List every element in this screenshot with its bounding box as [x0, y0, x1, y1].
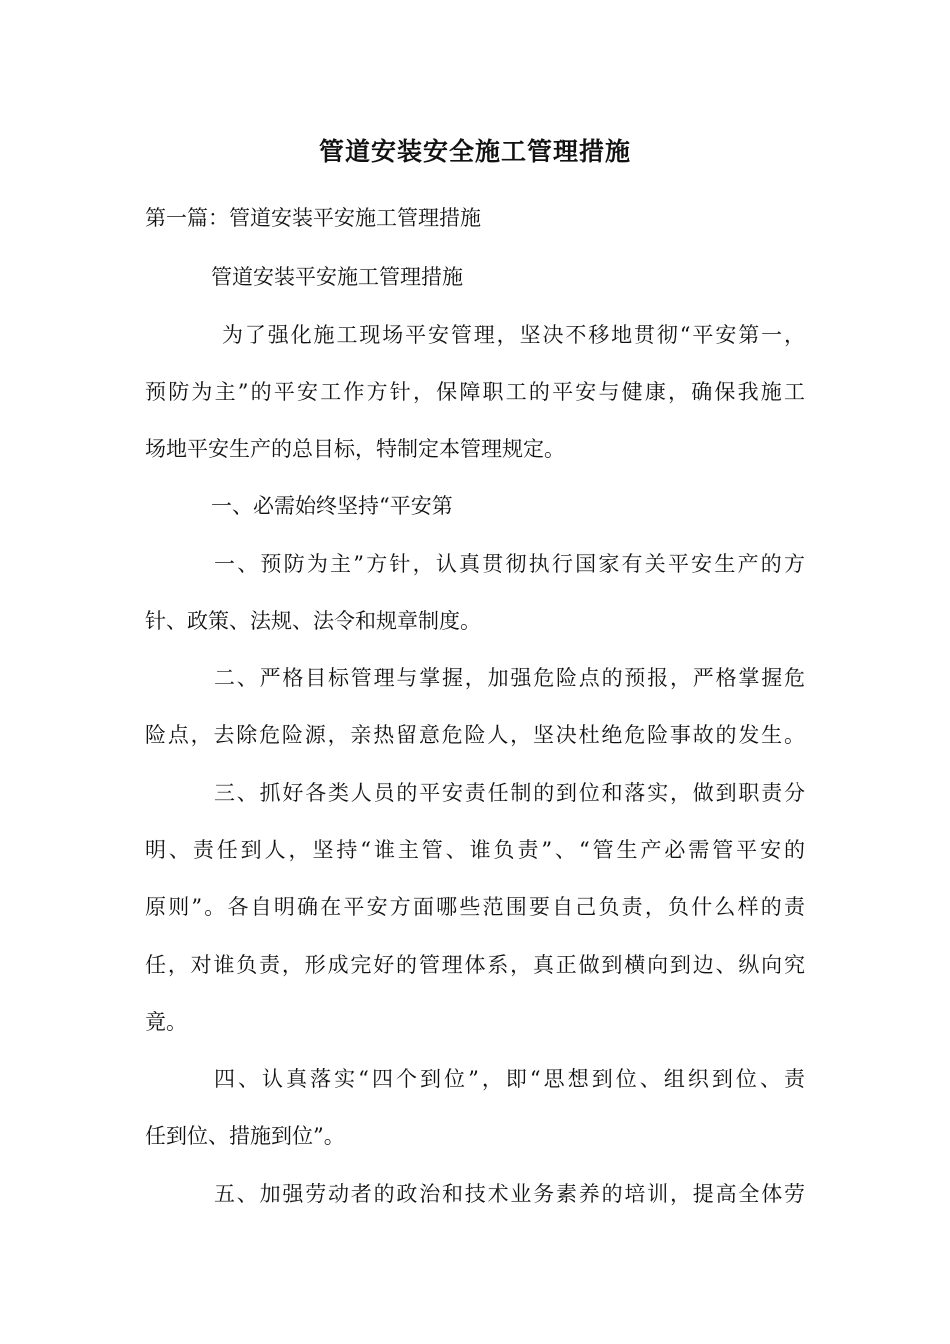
paragraph-line: 任到位、措施到位”。: [145, 1124, 345, 1148]
paragraph-line: 竟。: [145, 1010, 187, 1034]
document-title: 管道安装安全施工管理措施: [318, 137, 631, 166]
paragraph-line: 一、必需始终坚持“平安第: [211, 494, 453, 518]
paragraph-line: 预防为主”的平安工作方针，保障职工的平安与健康，确保我施工: [145, 380, 805, 404]
paragraph-line: 原则”。各自明确在平安方面哪些范围要自己负责，负什么样的责: [145, 895, 805, 919]
paragraph-line: 险点，去除危险源，亲热留意危险人，坚决杜绝危险事故的发生。: [145, 723, 805, 747]
paragraph-line: 任，对谁负责，形成完好的管理体系，真正做到横向到边、纵向究: [145, 953, 805, 977]
paragraph-line: 二、严格目标管理与掌握，加强危险点的预报，严格掌握危: [214, 666, 805, 690]
paragraph-line: 五、加强劳动者的政治和技术业务素养的培训，提高全体劳: [214, 1182, 805, 1206]
paragraph-line: 为了强化施工现场平安管理，坚决不移地贯彻“平安第一，: [222, 323, 805, 347]
paragraph-line: 三、抓好各类人员的平安责任制的到位和落实，做到职责分: [214, 781, 805, 805]
paragraph-line: 四、认真落实“四个到位”，即“思想到位、组织到位、责: [214, 1067, 805, 1091]
paragraph-line: 场地平安生产的总目标，特制定本管理规定。: [145, 437, 565, 461]
section-heading: 第一篇：管道安装平安施工管理措施: [145, 206, 481, 230]
paragraph-line: 明、责任到人，坚持“谁主管、谁负责”、“管生产必需管平安的: [145, 838, 805, 862]
paragraph-line: 针、政策、法规、法令和规章制度。: [145, 609, 481, 633]
paragraph-line: 一、预防为主”方针，认真贯彻执行国家有关平安生产的方: [214, 552, 805, 576]
subsection-heading: 管道安装平安施工管理措施: [211, 265, 463, 289]
